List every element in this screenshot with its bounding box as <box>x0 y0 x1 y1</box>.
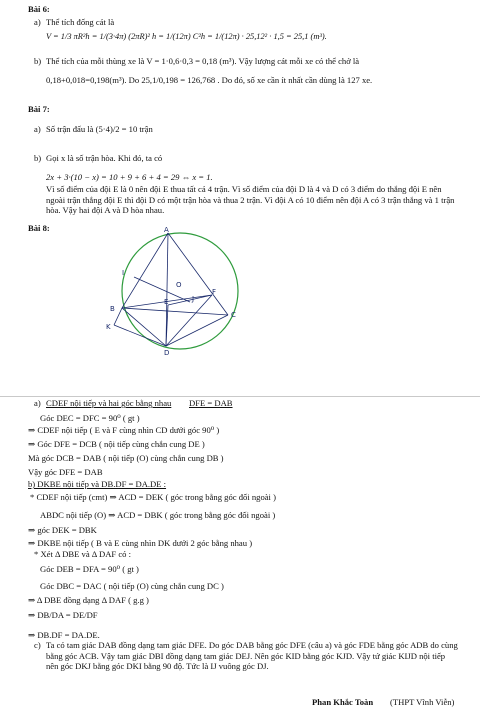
bai6-a-label: a) <box>34 17 41 27</box>
segment-ij <box>134 277 190 302</box>
bai6-a-formula: V = 1/3 πR²h = 1/(3·4π) (2πR)² h = 1/(12π) C²h = 1/(12π) · 25,12² · 1,5 = 25,1 (m³). <box>46 32 327 41</box>
bai8-c-label: c) <box>34 640 41 650</box>
proof-line: ⇒ DB.DF = DA.DE. <box>28 630 100 640</box>
segment-bc <box>122 308 228 315</box>
proof-line: ⇒ Góc DFE = DCB ( nội tiếp cùng chắn cung DE ) <box>28 439 205 449</box>
proof-line: ⇒ DB/DA = DE/DF <box>28 610 98 620</box>
bai6-a-text: Thể tích đống cát là <box>46 17 115 27</box>
bai6-b-label: b) <box>34 56 42 66</box>
point-label-o: O <box>176 281 182 289</box>
bai7-b-paragraph: Vì số điểm của đội E là 0 nên đội E thua tất cả 4 trận. Vì số điểm của đội D là 4 và D có 3 điểm do thắng đội E nên ngoài trận thắng đội E thì đội D có một trận hòa và thua 2 trận. Vì đội A có 10 điểm nên đội A có 3 trận thắng và 1 trận hòa. Vậy hai đội A và D hòa nhau. <box>46 184 455 216</box>
geometry-figure <box>100 225 270 355</box>
proof-line: b) DKBE nội tiếp và DB.DF = DA.DE : <box>28 479 167 489</box>
bai8-a-text-eq: DFE = DAB <box>189 398 233 408</box>
proof-line: ⇒ góc DEK = DBK <box>28 525 97 535</box>
segment-cd <box>166 315 228 346</box>
proof-line: ⇒ Δ DBE đồng dạng Δ DAF ( g.g ) <box>28 595 149 605</box>
point-label-b: B <box>110 305 115 313</box>
proof-line: ABDC nội tiếp (O) ⇒ ACD = DBK ( góc trong bằng góc đối ngoài ) <box>40 510 276 520</box>
bai6-b-text: Thể tích của mỗi thùng xe là V = 1·0,6·0,3 = 0,18 (m³). Vậy lượng cát mỗi xe có thể chở là <box>46 56 360 66</box>
proof-line: Góc DEC = DFC = 90⁰ ( gt ) <box>40 413 140 423</box>
author-school: (THPT Vĩnh Viễn) <box>390 697 455 707</box>
bai7-a-text: Số trận đấu là (5·4)/2 = 10 trận <box>46 124 153 134</box>
bai7-b-text: Gọi x là số trận hòa. Khi đó, ta có <box>46 153 163 163</box>
bai7-a-label: a) <box>34 124 41 134</box>
author-name: Phan Khắc Toàn <box>312 697 374 707</box>
proof-line: * CDEF nội tiếp (cmt) ⇒ ACD = DEK ( góc trong bằng góc đối ngoài ) <box>30 492 276 502</box>
point-label-k: K <box>106 323 111 331</box>
segment-kb <box>114 308 122 325</box>
proof-line: ⇒ DKBE nội tiếp ( B và E cùng nhìn DK dưới 2 góc bằng nhau ) <box>28 538 253 548</box>
point-label-i: I <box>122 269 125 277</box>
page-separator <box>0 396 480 397</box>
bai8-c-text: Ta có tam giác DAB đồng dạng tam giác DFE. Do góc DAB bằng góc DFE (câu a) và góc FDE bằng góc ADB do cùng bằng góc ACB. Vậy tam giác DBI đồng dạng tam giác DEJ. Nên góc KID bằng góc KJD. Vậy tứ giác KIJD nội tiếp nên góc DKJ bằng góc DKI bằng 90 độ. Tức là IJ vuông góc DJ. <box>46 640 458 672</box>
point-label-f: F <box>212 288 217 296</box>
bai6-title: Bài 6: <box>28 4 50 14</box>
bai8-a-text: CDEF nội tiếp và hai góc bằng nhau <box>46 398 172 408</box>
proof-line: Vậy góc DFE = DAB <box>28 467 103 477</box>
bai7-title: Bài 7: <box>28 104 50 114</box>
point-label-j: J <box>192 295 195 303</box>
proof-line: ⇒ CDEF nội tiếp ( E và F cùng nhìn CD dưới góc 90⁰ ) <box>28 425 220 435</box>
bai7-b-label: b) <box>34 153 42 163</box>
point-label-c: C <box>231 311 236 319</box>
bai8-title: Bài 8: <box>28 223 50 233</box>
bai6-b-text2: 0,18+0,018=0,198(m³). Do 25,1/0,198 = 126,768 . Do đó, số xe cần ít nhất cần dùng là 127 xe. <box>46 75 373 85</box>
segment-df <box>166 295 212 346</box>
proof-line: Mà góc DCB = DAB ( nội tiếp (O) cùng chắn cung DB ) <box>28 453 224 463</box>
point-label-e: E <box>164 298 169 306</box>
point-label-a: A <box>164 226 169 234</box>
segment-kd <box>114 325 166 346</box>
circle-o <box>122 233 238 349</box>
proof-line: Góc DBC = DAC ( nội tiếp (O) cùng chắn cung DC ) <box>40 581 224 591</box>
proof-line: * Xét Δ DBE và Δ DAF có : <box>34 549 131 559</box>
segment-bd <box>122 308 166 346</box>
bai8-a-label: a) <box>34 398 41 408</box>
proof-line: Góc DEB = DFA = 90⁰ ( gt ) <box>40 564 139 574</box>
point-label-d: D <box>164 349 170 355</box>
bai7-b-eq: 2x + 3·(10 − x) = 10 + 9 + 6 + 4 = 29 ⇔ x = 1. <box>46 172 213 182</box>
